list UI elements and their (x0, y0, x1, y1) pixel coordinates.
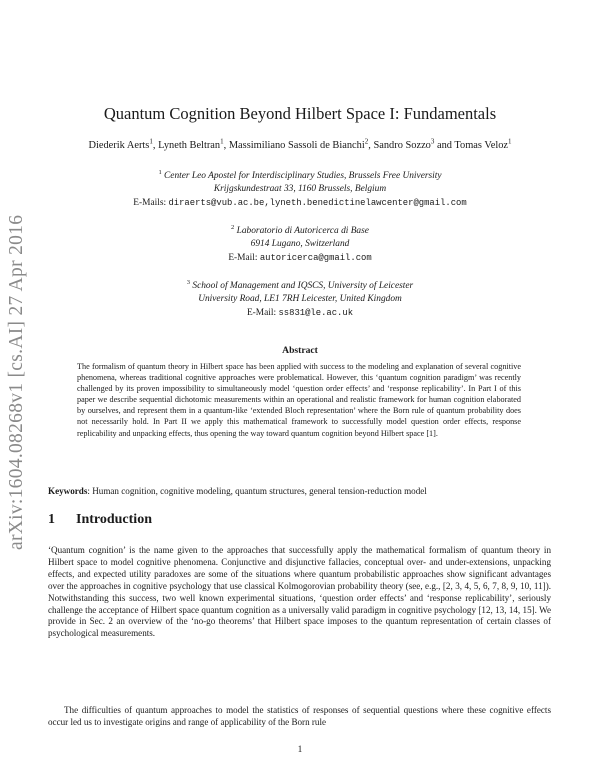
keywords: Keywords: Human cognition, cognitive modeling, quantum structures, general tension-reduction model (48, 486, 427, 496)
author: Diederik Aerts$^1$, (88, 138, 159, 152)
abstract-heading: Abstract (282, 345, 318, 356)
paper-title: Quantum Cognition Beyond Hilbert Space I: Fundamentals (103, 104, 497, 123)
author: Tomas Veloz$^1$ (454, 138, 512, 152)
affiliation-2: $^2$ Laboratorio di Autoricerca di Base 6914 Lugano, Switzerland E-Mail: autoricerca@gmail.com (228, 224, 372, 263)
paragraph: ‘Quantum cognition’ is the name given to the approaches that successfully apply the mathematical formalism of quantum theory in Hilbert space to model cognitive phenomena. Conjunctive and disjunctive fallacies, conceptual over- and under-extensions, unpacking effects, and expected utility paradoxes are some of the situations where quantum probabilistic approaches show significant advantages over the approaches in cognitive psychology that use classical Kolmogorovian probability theory (see, e.g., [2, 3, 4, 5, 6, 7, 8, 9, 10, 11]). Notwithstanding this success, two well known experimental situations, ‘question order effects’ and ‘response replicability’, seriously challenge the acceptance of Hilbert space quantum cognition as a universally valid paradigm in cognitive psychology [12, 13, 14, 15]. We provide in Sec. 2 an overview of the ‘no-go theorems’ that Hilbert space imposes to the quantum representation of certain classes of psychological measurements. (48, 545, 551, 639)
email-link[interactable]: ss831@le.ac.uk (278, 307, 354, 318)
author: Sandro Sozzo$^3$ and (373, 138, 455, 152)
email-link[interactable]: diraerts@vub.ac.be,lyneth.benedictinelawcenter@gmail.com (168, 197, 467, 208)
author: Lyneth Beltran$^1$, (158, 138, 229, 152)
page-number: 1 (297, 745, 303, 755)
arxiv-stamp: arXiv:1604.08268v1 [cs.AI] 27 Apr 2016 (6, 214, 27, 550)
author-list (0, 138, 600, 151)
affiliation-1: $^1$ Center Leo Apostel for Interdisciplinary Studies, Brussels Free University Krijgskundestraat 33, 1160 Brussels, Belgium E-Mails: diraerts@vub.ac.be,lyneth.benedictinelawcenter@gmail.com (133, 169, 467, 208)
paragraph: The difficulties of quantum approaches to model the statistics of responses of sequential questions where these cognitive effects occur led us to investigate origins and range of applicability of the Born rule (48, 705, 551, 727)
author: Massimiliano Sassoli de Bianchi$^2$, (228, 138, 374, 152)
abstract-text: The formalism of quantum theory in Hilbert space has been applied with success to the modeling and explanation of several cognitive phenomena, whereas traditional cognitive approaches were problematical. However, this ‘quantum cognition paradigm’ was recently challenged by its proven impossibility to simultaneously model ‘question order effects’ and ‘response replicability’. In Part I of this paper we describe sequential dichotomic measurements within an operational and realistic framework for human cognition elaborated by ourselves, and represent them in a quantum-like ‘extended Bloch representation’ where the Born rule of quantum probability does not necessarily hold. In Part II we apply this mathematical framework to successfully model question order effects, response replicability and unpacking effects, thus opening the way toward quantum cognition beyond Hilbert space [1]. (77, 362, 521, 438)
affiliation-3: $^3$ School of Management and IQSCS, University of Leicester University Road, LE1 7RH Leicester, United Kingdom E-Mail: ss831@le.ac.uk (186, 279, 414, 318)
email-link[interactable]: autoricerca@gmail.com (259, 252, 372, 263)
section-heading: 1 Introduction (48, 512, 152, 527)
